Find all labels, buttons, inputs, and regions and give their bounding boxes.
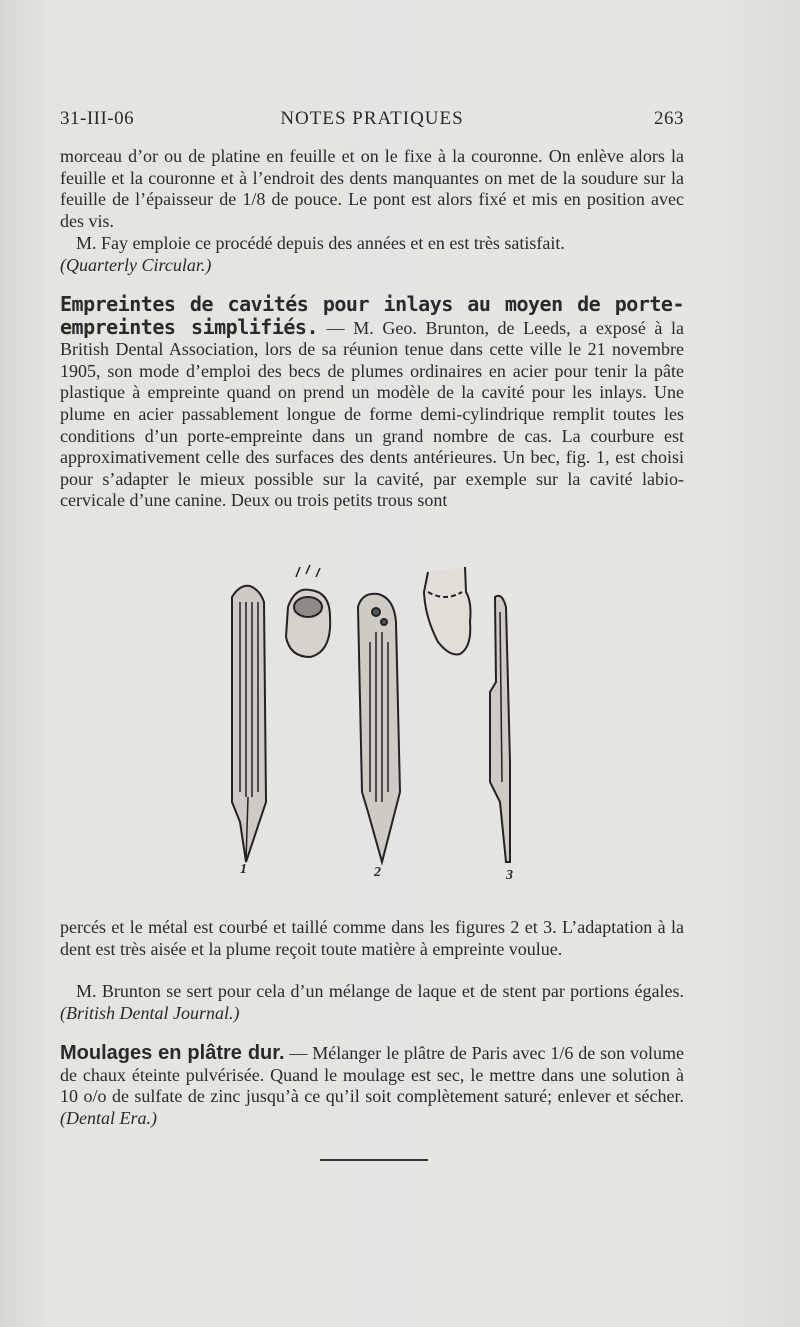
section-heading: Empreintes de cavités pour inlays au moyen de porte-empreintes simplifiés. bbox=[60, 292, 684, 339]
paragraph-fay bbox=[60, 233, 684, 276]
paragraph-after-figure bbox=[60, 917, 684, 960]
pen-nibs-illustration bbox=[210, 562, 540, 892]
paragraph-continuation bbox=[60, 146, 684, 232]
citation: (Quarterly Circular.) bbox=[60, 254, 212, 275]
nib-3-drawing bbox=[490, 596, 510, 862]
section-heading: Moulages en plâtre dur. bbox=[60, 1042, 285, 1064]
running-header bbox=[60, 108, 684, 138]
paragraph-brunton bbox=[60, 981, 684, 1024]
nib-1-drawing bbox=[232, 586, 266, 862]
figure-label-3: 3 bbox=[506, 868, 513, 883]
closing-rule bbox=[320, 1159, 428, 1161]
paragraph-text: M. Fay emploie ce procédé depuis des années et en est très satisfait. bbox=[76, 233, 565, 253]
figure-pen-nibs bbox=[210, 562, 540, 892]
small-cup-drawing bbox=[286, 565, 330, 657]
figure-label-2: 2 bbox=[374, 865, 381, 880]
nib-2-drawing bbox=[358, 594, 400, 862]
section-body: — M. Geo. Brunton, de Leeds, a exposé à la British Dental Association, lors de sa réunion tenue dans cette ville le 21 novembre 1905, son mode d’emploi des becs de plumes ordinaires en acier pour tenir la pâte plastique à empreinte quand on prend un modèle de la cavité pour les inlays. Une plume en acier passablement longue de forme demi-cylindrique remplit toutes les conditions d’un porte-empreinte dans un grand nombre de cas. La courbure est approximativement celle des surfaces des dents antérieures. Un bec, fig. 1, est choisi pour s’adapter le mieux possible sur la cavité, par exemple sur la cavité labio-cervicale d’une canine. Deux ou trois petits trous sont bbox=[60, 317, 684, 511]
section-body: — Mélanger le plâtre de Paris avec 1/6 de son volume de chaux éteinte pulvérisée. Quand le moulage est sec, le mettre dans une solution à 10 o/o de sulfate de zinc jusqu’à ce qu’il soit complètement saturé; enlever et sécher. bbox=[60, 1043, 684, 1107]
header-title: NOTES PRATIQUES bbox=[280, 108, 464, 129]
paragraph-text: M. Brunton se sert pour cela d’un mélange de laque et de stent par portions égales. bbox=[76, 981, 684, 1001]
tooth-drawing bbox=[424, 567, 471, 655]
page-number: 263 bbox=[654, 108, 684, 129]
figure-label-1: 1 bbox=[240, 862, 247, 877]
paragraph-text: percés et le métal est courbé et taillé comme dans les figures 2 et 3. L’adaptation à la dent est très aisée et la plume reçoit toute matière à empreinte voulue. bbox=[60, 917, 684, 959]
section-empreintes bbox=[60, 294, 684, 512]
header-date: 31-III-06 bbox=[60, 108, 135, 129]
section-moulages bbox=[60, 1043, 684, 1129]
citation: (Dental Era.) bbox=[60, 1107, 157, 1128]
paragraph-text: morceau d’or ou de platine en feuille et on le fixe à la couronne. On enlève alors la feuille et la couronne et à l’endroit des dents manquantes on met de la soudure sur la feuille de l’épaisseur de 1/8 de pouce. Le pont est alors fixé et mis en position avec des vis. bbox=[60, 146, 684, 231]
citation: (British Dental Journal.) bbox=[60, 1002, 240, 1023]
